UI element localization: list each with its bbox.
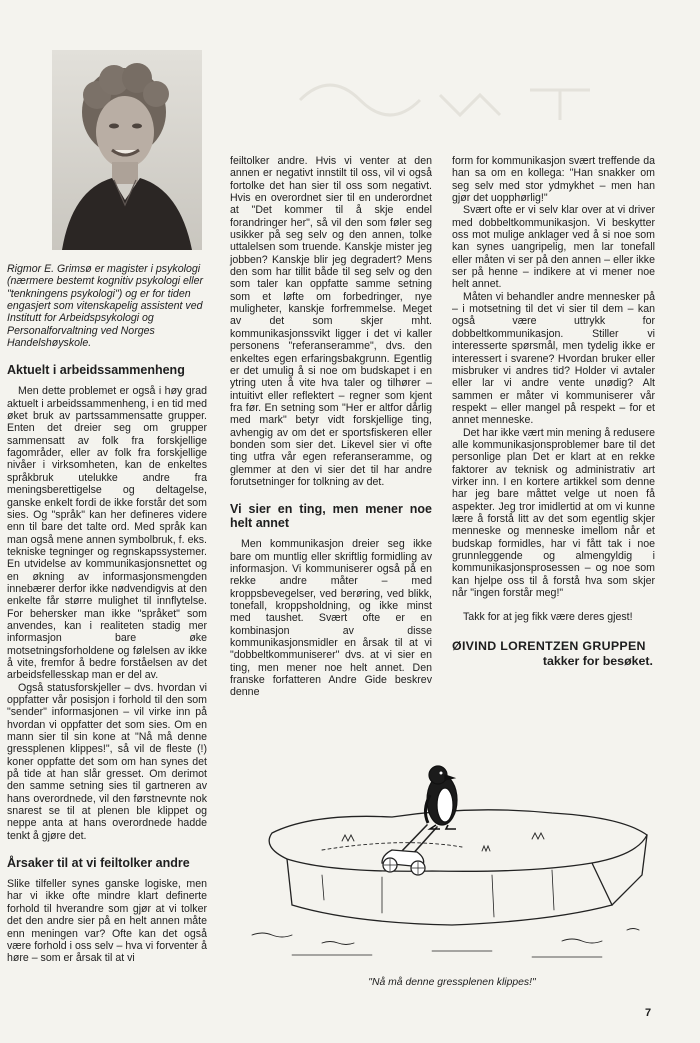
page-number: 7 [645, 1007, 652, 1019]
section-heading-aktuelt: Aktuelt i arbeidssammenheng [7, 363, 185, 378]
closing-line: Takk for at jeg fikk være deres gjest! [463, 611, 633, 624]
column-middle [230, 155, 432, 699]
portrait-caption: Rigmor E. Grimsø er magister i psykologi (nærmere bestemt kognitiv psykologi eller "tenkningens psykologi") og er for tiden engasjert som vitenskapelig assistent ved Institutt for Arbeidspsykologi og Personalforvaltning ved Norges Handelshøyskole. [7, 263, 204, 350]
cartoon-illustration [232, 755, 672, 965]
paragraph: Det har ikke vært min mening å redusere alle kommunikasjonsproblemer bare til det personlige plan Det er klart at en rekke faktorer av teknisk og administrativ art virker inn. I en kortere artikkel som denne har jeg bare måttet velge ut noen få aspekter. Jeg tror imidlertid at om vi kunne lære å forstå litt av det som egentlig skjer menneske og menneske imellom når et budskap formidles, har vi fått tak i noe grunnleggende og almengyldig i kommunikasjonsprosessen – og noe som kan hjelpe oss til å forstå hva som skjer når "ingen forstår meg!" [452, 426, 655, 600]
bleed-through-mark [210, 40, 700, 150]
paragraph: Men dette problemet er også i høy grad aktuelt i arbeidssammenheng, i en tid med øket bruk av partssammensatte grupper. Enten det dreier seg om grupper sammensatt av folk fra forskjellige fagområder, eller av folk fra forskjellige nivåer i virksomheten, kan de enkeltes språkbruk utelukke andre fra meningsberettigelse og deltagelse, ganske enkelt fordi de ikke forstår det som sies. Og "språk" kan her defineres videre enn til bare det talte ord. Med språk kan man også mene annen symbolbruk, f. eks. tekniske tegninger og regnskapssystemer. En utvidelse av kommunikasjonsnettet og en økning av informasjonsmengden innebærer derfor ikke nødvendigvis at den enkelte får større mulighet til innflytelse. For behersker man ikke "språket" som anvendes, kan i realiteten stadig mer informasjon bare øke motsetningsforholdene og følelsen av ikke å vite, fremfor å bedre forståelsen av det arbeidsfellesskap man er del av. [7, 385, 207, 682]
author-portrait [52, 50, 202, 250]
paragraph: Måten vi behandler andre mennesker på – i motsetning til det vi sier til dem – kan også være uttrykk for dobbeltkommunikasjon. Stiller vi interesserte spørsmål, men tydelig ikke er interessert i svarene? Hvordan bruker eller misbruker vi andres tid? Holder vi avtaler eller lar vi andre vente unødig? Alt sammen er måter vi kommuniserer vår respekt – eller mangel på respekt – for et annet menneske. [452, 290, 655, 427]
column-left [7, 263, 207, 965]
cartoon-caption: "Nå må denne gressplenen klippes!" [368, 977, 536, 988]
paragraph: Svært ofte er vi selv klar over at vi driver med dobbeltkommunikasjon. Vi beskytter oss mot mulige anklager ved å si noe som kan synes uangripelig, men lar tonefall eller måten vi ser på den annen – eller ikke ser på henne – indikere at vi mener noe helt annet. [452, 204, 655, 291]
paragraph: Slike tilfeller synes ganske logiske, men har vi ikke ofte mindre klart definerte forhold til hverandre som gjør at vi tolker det den andre sier på en helt annen måte enn meningen var? Ofte kan det også være forhold i oss selv – hva vi forventer å høre – som er årsak til at vi [7, 878, 207, 965]
paragraph: feiltolker andre. Hvis vi venter at den annen er negativt innstilt til oss, vil vi også fortolke det han sier til oss som negativt. Hvis en overordnet sier til en underordnet at "Det kommer til å skje endel forandringer her", så vil den som føler seg usikker på seg selv og den annen, tolke uttalelsen som truende. Kanskje mister jeg jobben? Kanskje blir jeg degradert? Mens den som har tillit både til seg selv og den som taler kan oppfatte samme setning som et løfte om forbedringer, nye muligheter, kanskje forfremmelse. Meget av det som skjer mht. kommunikasjonssvikt ligger i det vi kaller personens "referanseramme", dvs. den enkeltes egen erfaringsbakgrunn. Egentlig er det umulig å si noe om budskapet i en ytring uten å vite hva taler og tilhører – intuitivt eller reflektert – regner som kjent fra før. En setning som "Her er altfor dårlig med mark" betyr vidt forskjellige ting, avhengig av om det er sportsfiskeren eller bonden som sier det. Likevel sier vi ofte ting utfra vår egen referanseramme, og glemmer at den vi sier det til har andre forutsetninger for tolkning av det. [230, 155, 432, 488]
paragraph: form for kommunikasjon svært treffende da han sa om en kollega: "Han snakker om seg selv med stor ydmykhet – men han gjør det uopphørlig!" [452, 155, 655, 205]
column-right [452, 155, 655, 667]
signature: ØIVIND LORENTZEN GRUPPEN [452, 638, 646, 653]
signature-thanks: takker for besøket. [542, 654, 653, 669]
section-heading-vi-sier: Vi sier en ting, men mener noe helt annet [230, 502, 432, 531]
paragraph: Men kommunikasjon dreier seg ikke bare om muntlig eller skriftlig formidling av informasjon. Vi kommuniserer også på en rekke andre måter – med kroppsbevegelser, ved berøring, ved blikk, tonefall, kroppsholdning, og ikke minst med taushet. Svært ofte er en kombinasjon av disse kommunikasjonsmidler en årsak til at vi "dobbeltkommuniserer" dvs. at vi sier en ting, men mener noe helt annet. Den franske forfatteren Andre Gide beskrev denne [230, 538, 432, 699]
section-heading-arsaker: Årsaker til at vi feiltolker andre [7, 856, 190, 871]
paragraph: Også statusforskjeller – dvs. hvordan vi oppfatter vår posisjon i forhold til den som "sender" informasjonen – vil virke inn på hvordan vi oppfatter det som sies. Om en mann sier til sin kone at "Nå må denne gressplenen klippes!", så vil de fleste (!) koner oppfatte det som om han synes det på tide at han slår gresset. Om derimot den samme setning sies til gartneren av hans overordnede, vil den førstnevnte nok snarest se til at plenen ble klippet og neppe anta at hans overordnede hadde tenkt å gjøre det. [7, 681, 207, 842]
